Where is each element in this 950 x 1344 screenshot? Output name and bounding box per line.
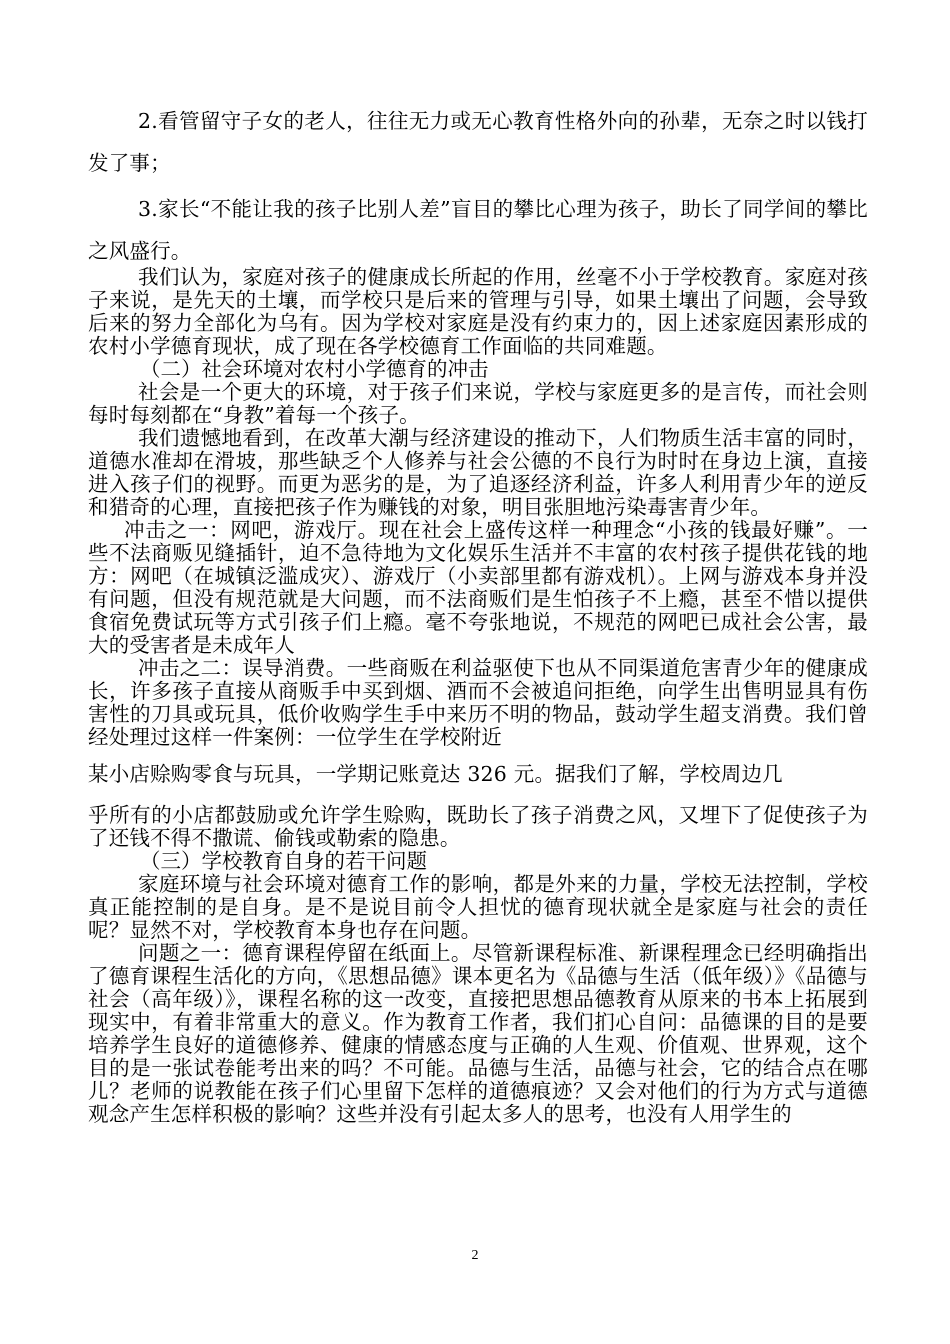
paragraph-item-2: 2.看管留守子女的老人，往往无力或无心教育性格外向的孙辈，无奈之时以钱打发了事；	[88, 109, 868, 175]
paragraph-impact-internet-cafe: 冲击之一：网吧，游戏厅。现在社会上盛传这样一种理念“小孩的钱最好赚”。一些不法商贩见缝插针，迫不急待地为文化娱乐生活并不丰富的农村孩子提供花钱的地方：网吧（在城镇泛滥成灾）、游戏厅（小卖部里都有游戏机）。上网与游戏本身并没有问题，但没有规范就是大问题，而不法商贩们是生怕孩子不上瘾，甚至不惜以提供食宿免费试玩等方式引孩子们上瘾。毫不夸张地说，不规范的网吧已成社会公害，最大的受害者是未成年人	[88, 518, 868, 657]
document-body	[88, 100, 868, 1126]
paragraph-society-intro: 社会是一个更大的环境，对于孩子们来说，学校与家庭更多的是言传，而社会则每时每刻都在“身教”着每一个孩子。	[88, 380, 868, 427]
paragraph-school-control: 家庭环境与社会环境对德育工作的影响，都是外来的力量，学校无法控制，学校真正能控制的是自身。是不是说目前令人担忧的德育现状就全是家庭与社会的责任呢？显然不对，学校教育本身也存在问题。	[88, 872, 868, 942]
paragraph-credit-case: 某小店赊购零食与玩具，一学期记账竟达 326 元。据我们了解，学校周边几	[88, 762, 783, 786]
paragraph-item-3: 3.家长“不能让我的孩子比别人差”盲目的攀比心理为孩子，助长了同学间的攀比之风盛行。	[88, 197, 868, 263]
section-heading-social: （二）社会环境对农村小学德育的冲击	[140, 357, 489, 381]
paragraph-family-role: 我们认为，家庭对孩子的健康成长所起的作用，丝毫不小于学校教育。家庭对孩子来说，是先天的土壤，而学校只是后来的管理与引导，如果土壤出了问题，会导致后来的努力全部化为乌有。因为学校对家庭是没有约束力的，因上述家庭因素形成的农村小学德育现状，成了现在各学校德育工作面临的共同难题。	[88, 265, 868, 358]
paragraph-moral-decline: 我们遗憾地看到，在改革大潮与经济建设的推动下，人们物质生活丰富的同时，道德水准却在滑坡，那些缺乏个人修养与社会公德的不良行为时时在身边上演，直接进入孩子们的视野。而更为恶劣的是，为了追逐经济利益，许多人利用青少年的逆反和猎奇的心理，直接把孩子作为赚钱的对象，明目张胆地污染毒害青少年。	[88, 426, 868, 519]
section-heading-school: （三）学校教育自身的若干问题	[140, 849, 427, 873]
paragraph-impact-consumption: 冲击之二：误导消费。一些商贩在利益驱使下也从不同渠道危害青少年的健康成长，许多孩子直接从商贩手中买到烟、酒而不会被追问拒绝，向学生出售明显具有伤害性的刀具或玩具，低价收购学生手中来历不明的物品，鼓动学生超支消费。我们曾经处理过这样一件案例：一位学生在学校附近	[88, 656, 868, 749]
paragraph-problem-one: 问题之一：德育课程停留在纸面上。尽管新课程标准、新课程理念已经明确指出了德育课程生活化的方向，《思想品德》课本更名为《品德与生活（低年级）》《品德与社会（高年级）》，课程名称的这一改变，直接把思想品德教育从原来的书本上拓展到现实中，有着非常重大的意义。作为教育工作者，我们扪心自问：品德课的目的是要培养学生良好的道德修养、健康的情感态度与正确的人生观、价值观、世界观，这个目的是一张试卷能考出来的吗？不可能。品德与生活，品德与社会，它的结合点在哪儿？老师的说教能在孩子们心里留下怎样的道德痕迹？又会对他们的行为方式与道德观念产生怎样积极的影响？这些并没有引起太多人的思考，也没有人用学生的	[88, 941, 868, 1126]
paragraph-credit-shops: 乎所有的小店都鼓励或允许学生赊购，既助长了孩子消费之风，又埋下了促使孩子为了还钱不得不撒谎、偷钱或勒索的隐患。	[88, 803, 868, 850]
page-number: 2	[471, 1248, 479, 1263]
